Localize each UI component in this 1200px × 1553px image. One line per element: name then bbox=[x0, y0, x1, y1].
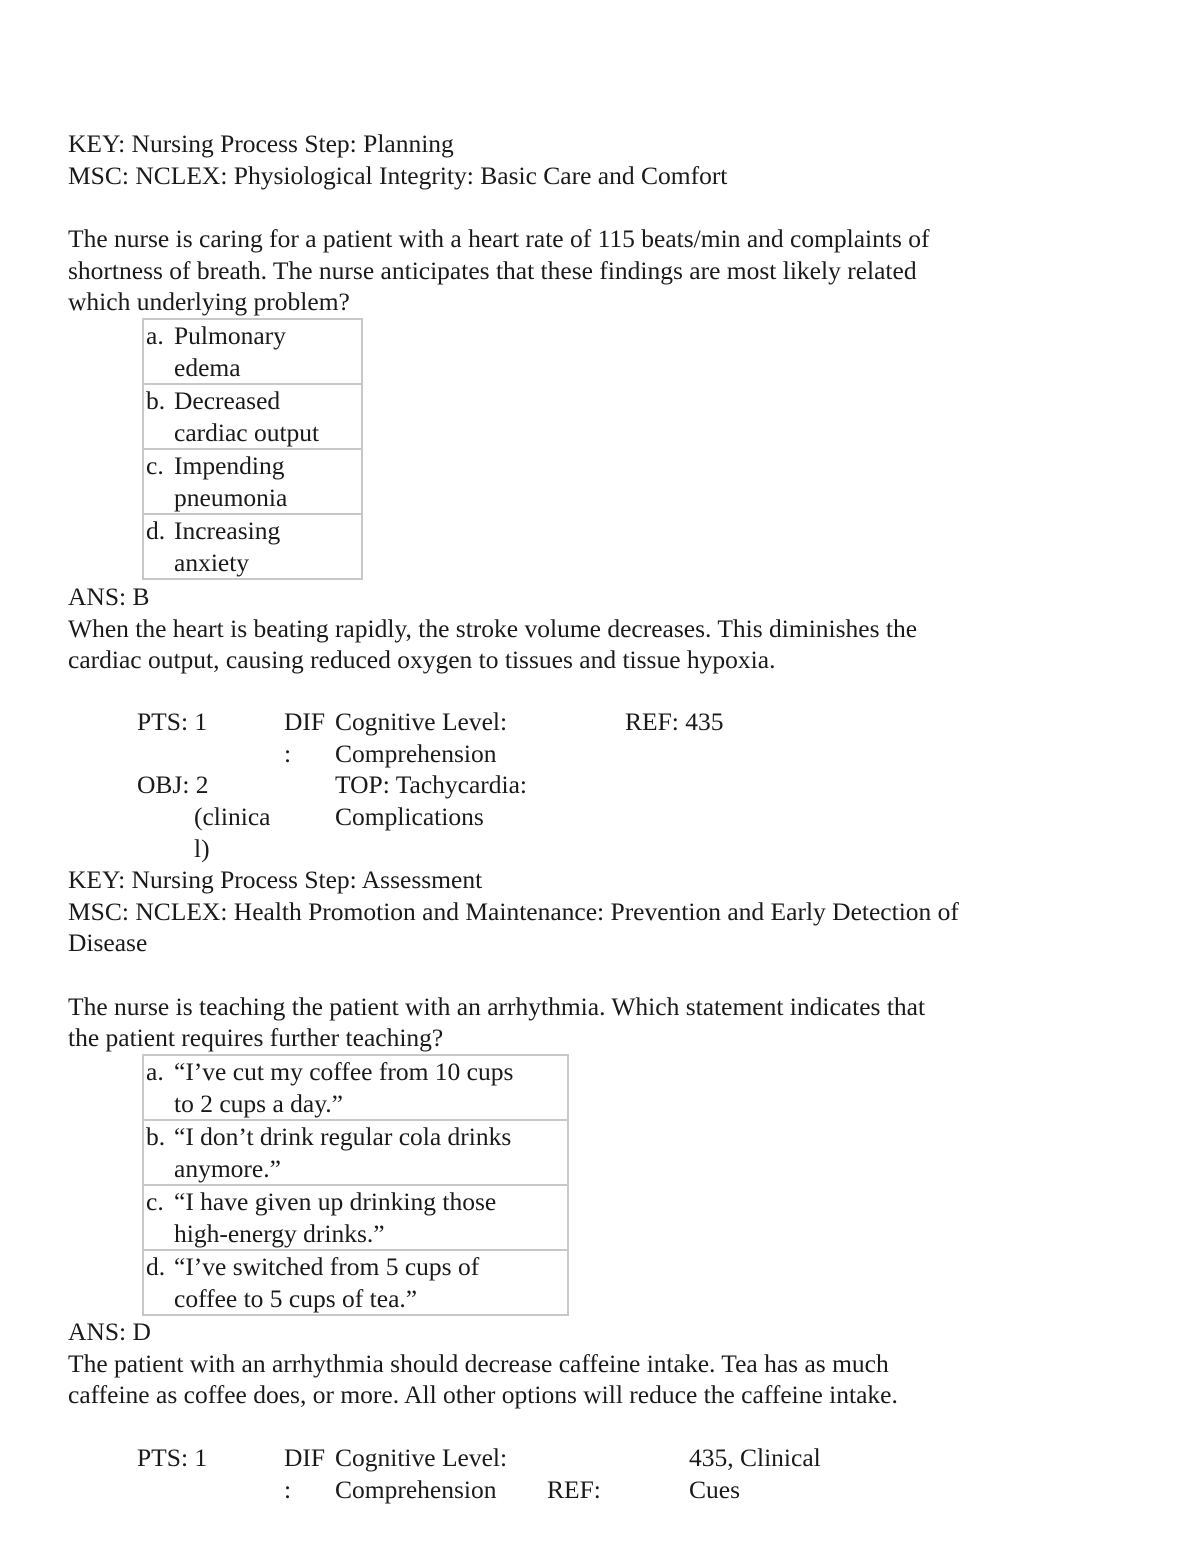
difficulty-value: Cognitive Level: bbox=[335, 1443, 508, 1472]
rationale: The patient with an arrhythmia should decrease caffeine intake. Tea has as much bbox=[68, 1349, 889, 1378]
msc-line: Disease bbox=[68, 928, 148, 957]
msc-line: MSC: NCLEX: Physiological Integrity: Basic Care and Comfort bbox=[68, 161, 728, 190]
option-letter: d. bbox=[143, 514, 172, 579]
option-letter: c. bbox=[143, 449, 172, 514]
question-stem: The nurse is caring for a patient with a heart rate of 115 beats/min and complaints of bbox=[68, 224, 930, 253]
option-row bbox=[143, 1250, 568, 1315]
reference-value: 435, Clinical bbox=[689, 1443, 821, 1472]
option-text: “I don’t drink regular cola drinks anymore.” bbox=[172, 1120, 568, 1185]
key-line: KEY: Nursing Process Step: Planning bbox=[68, 129, 454, 158]
option-row bbox=[143, 1185, 568, 1250]
option-row bbox=[143, 384, 362, 449]
question-stem: which underlying problem? bbox=[68, 287, 350, 316]
difficulty-value: Cognitive Level: bbox=[335, 707, 508, 736]
option-letter: a. bbox=[143, 1055, 172, 1120]
topic: Complications bbox=[335, 802, 484, 831]
option-row bbox=[143, 319, 362, 384]
question-stem: The nurse is teaching the patient with an arrhythmia. Which statement indicates that bbox=[68, 992, 926, 1021]
option-row bbox=[143, 1055, 568, 1120]
difficulty-value: Comprehension bbox=[335, 1475, 497, 1504]
options-table bbox=[142, 318, 363, 580]
reference-label: REF: bbox=[547, 1475, 601, 1504]
difficulty-label: DIF bbox=[284, 1443, 326, 1472]
reference-value: Cues bbox=[689, 1475, 740, 1504]
rationale: When the heart is beating rapidly, the stroke volume decreases. This diminishes the bbox=[68, 614, 918, 643]
option-letter: b. bbox=[143, 384, 172, 449]
key-line: KEY: Nursing Process Step: Assessment bbox=[68, 865, 483, 894]
rationale: caffeine as coffee does, or more. All other options will reduce the caffeine intake. bbox=[68, 1380, 898, 1409]
answer-line: ANS: B bbox=[68, 582, 150, 611]
difficulty-colon: : bbox=[284, 1475, 292, 1504]
option-text: “I’ve switched from 5 cups of coffee to 5 cups of tea.” bbox=[172, 1250, 568, 1315]
difficulty-label: DIF bbox=[284, 707, 326, 736]
objective: (clinica bbox=[194, 802, 271, 831]
options-table bbox=[142, 1054, 569, 1316]
question-stem: shortness of breath. The nurse anticipates that these findings are most likely related bbox=[68, 256, 917, 285]
question-stem: the patient requires further teaching? bbox=[68, 1023, 444, 1052]
answer-line: ANS: D bbox=[68, 1317, 151, 1346]
option-text: Increasing anxiety bbox=[172, 514, 362, 579]
option-row bbox=[143, 1120, 568, 1185]
points: PTS: 1 bbox=[137, 707, 208, 736]
rationale: cardiac output, causing reduced oxygen to tissues and tissue hypoxia. bbox=[68, 645, 776, 674]
option-letter: b. bbox=[143, 1120, 172, 1185]
difficulty-value: Comprehension bbox=[335, 739, 497, 768]
option-text: Pulmonary edema bbox=[172, 319, 362, 384]
objective: OBJ: 2 bbox=[137, 770, 209, 799]
option-text: “I have given up drinking those high-energy drinks.” bbox=[172, 1185, 568, 1250]
option-letter: c. bbox=[143, 1185, 172, 1250]
points: PTS: 1 bbox=[137, 1443, 208, 1472]
topic: TOP: Tachycardia: bbox=[335, 770, 528, 799]
reference: REF: 435 bbox=[625, 707, 724, 736]
difficulty-colon: : bbox=[284, 739, 292, 768]
option-letter: a. bbox=[143, 319, 172, 384]
option-text: Impending pneumonia bbox=[172, 449, 362, 514]
msc-line: MSC: NCLEX: Health Promotion and Maintenance: Prevention and Early Detection of bbox=[68, 897, 959, 926]
option-text: “I’ve cut my coffee from 10 cups to 2 cups a day.” bbox=[172, 1055, 568, 1120]
option-row bbox=[143, 514, 362, 579]
option-text: Decreased cardiac output bbox=[172, 384, 362, 449]
option-letter: d. bbox=[143, 1250, 172, 1315]
objective: l) bbox=[194, 834, 210, 863]
option-row bbox=[143, 449, 362, 514]
